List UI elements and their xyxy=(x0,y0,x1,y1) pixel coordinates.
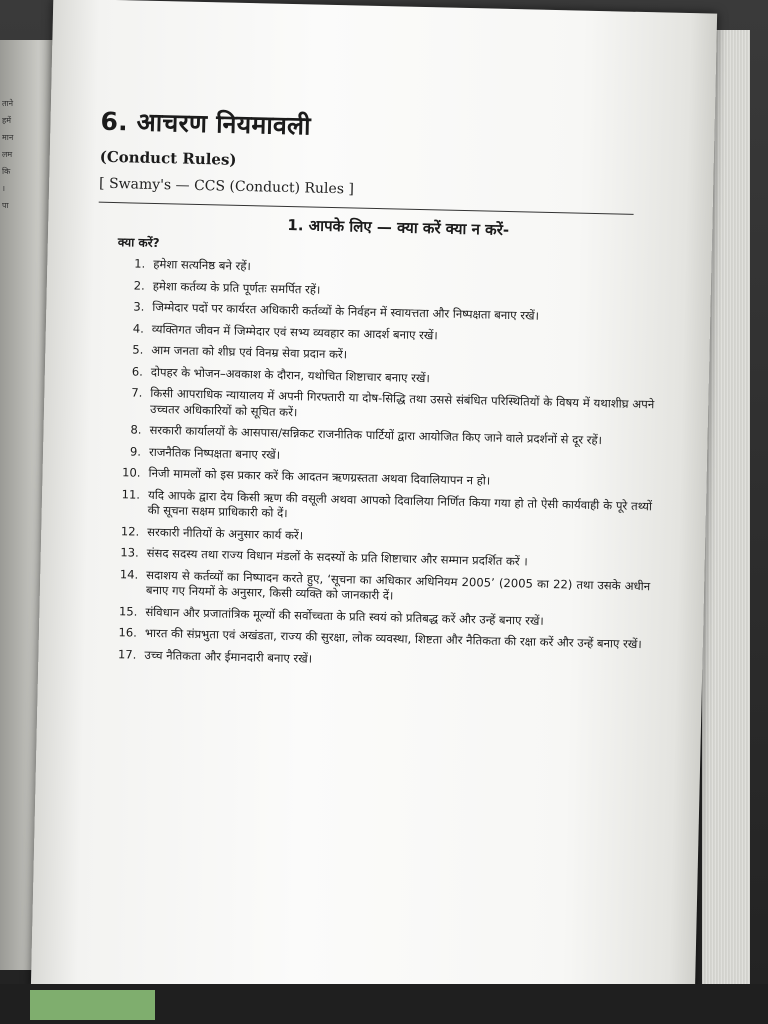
rule-number: 16. xyxy=(118,625,138,640)
chapter-subtitle: (Conduct Rules) xyxy=(99,147,237,169)
rule-text: हमेशा कर्तव्य के प्रति पूर्णतः समर्पित रहें। xyxy=(152,278,321,297)
rule-text: संसद सदस्य तथा राज्य विधान मंडलों के सदस्यों के प्रति शिष्टाचार और सम्मान प्रदर्शित करें । xyxy=(146,545,528,569)
rule-number: 5. xyxy=(132,342,144,357)
rule-number: 17. xyxy=(117,646,137,662)
left-page-line: । xyxy=(2,184,6,193)
rule-number: 8. xyxy=(130,422,142,437)
rule-text: किसी आपराधिक न्यायालय में अपनी गिरफ्तारी या दोष-सिद्धि तथा उससे संबंधित परिस्थितियों के विषय में यथाशीघ्र अपने उच्चतर अधिकारियों को सूचित करें। xyxy=(149,385,655,419)
rule-text: जिम्मेदार पदों पर कार्यरत अधिकारी कर्तव्यों के निर्वहन में स्वायत्तता और निष्पक्षता बनाए रखें। xyxy=(152,299,540,323)
rule-item xyxy=(114,385,655,428)
rule-text: संविधान और प्रजातांत्रिक मूल्यों की सर्वोच्चता के प्रति स्वयं को प्रतिबद्ध करें और उन्हें बनाए रखें। xyxy=(145,604,544,628)
rule-text: निजी मामलों को इस प्रकार करें कि आदतन ऋणग्रस्तता अथवा दिवालियापन न हो। xyxy=(148,465,491,488)
left-page-line: ताने xyxy=(2,99,14,108)
rule-number: 9. xyxy=(129,443,142,459)
sub-heading: क्या करें? xyxy=(117,235,160,251)
rule-number: 4. xyxy=(132,320,145,336)
rule-number: 3. xyxy=(133,299,145,314)
rule-number: 6. xyxy=(131,363,144,379)
rule-text: सरकारी कार्यालयों के आसपास/सन्निकट राजनीतिक पार्टियों द्वारा आयोजित किए जाने वाले प्रदर्शनों से दूर रहें। xyxy=(149,422,603,448)
left-page-line: लम xyxy=(2,150,13,159)
rule-text: सरकारी नीतियों के अनुसार कार्य करें। xyxy=(147,524,304,542)
rule-number: 13. xyxy=(120,545,139,560)
left-page-line: पा xyxy=(2,201,9,210)
rule-number: 10. xyxy=(121,465,141,480)
rule-text: राजनैतिक निष्पक्षता बनाए रखें। xyxy=(148,444,281,462)
left-page-text xyxy=(2,95,26,375)
rule-number: 2. xyxy=(133,277,145,293)
rule-number: 15. xyxy=(118,603,138,619)
left-page-line: कि xyxy=(2,167,11,176)
rule-number: 12. xyxy=(120,523,140,539)
rule-text: भारत की संप्रभुता एवं अखंडता, राज्य की सुरक्षा, लोक व्यवस्था, शिष्टता और नैतिकता की रक्षा करें और उन्हें बनाए रखें। xyxy=(144,625,642,652)
rule-number: 1. xyxy=(134,256,146,271)
section-heading: 1. आपके लिए — क्या करें क्या न करें- xyxy=(287,215,510,239)
rule-item xyxy=(110,567,651,610)
left-page-line: हमें xyxy=(2,116,12,125)
chapter-reference: [ Swamy's — CCS (Conduct) Rules ] xyxy=(98,175,355,198)
chapter-title: 6. आचरण नियमावली xyxy=(100,106,312,141)
rule-number: 7. xyxy=(131,385,143,400)
rule-text: सदाशय से कर्तव्यों का निष्पादन करते हुए, ‘सूचना का अधिकार अधिनियम 2005’ (2005 का 22) तथा उसके अधीन बनाए गए नियमों के अनुसार, किसी व्यक्ति को जानकारी दें। xyxy=(145,567,651,603)
green-tab xyxy=(30,990,155,1020)
rule-text: उच्च नैतिकता और ईमानदारी बनाए रखें। xyxy=(144,647,313,666)
rule-text: व्यक्तिगत जीवन में जिम्मेदार एवं सभ्य व्यवहार का आदर्श बनाए रखें। xyxy=(151,321,438,342)
book-page xyxy=(31,0,717,1003)
rules-list xyxy=(88,256,657,675)
left-page-line: मान xyxy=(2,133,14,142)
rule-text: आम जनता को शीघ्र एवं विनम्र सेवा प्रदान करें। xyxy=(151,342,348,362)
rule-text: यदि आपके द्वारा देय किसी ऋण की वसूली अथवा आपको दिवालिया निर्णित किया गया हो तो ऐसी कार्यवाही के पूरे तथ्यों की सूचना सक्षम प्राधिकारी को दें। xyxy=(147,487,653,521)
page-content xyxy=(88,104,661,681)
bottom-strip xyxy=(0,984,768,1024)
rule-item xyxy=(112,487,653,530)
rule-number: 11. xyxy=(121,486,141,502)
rule-text: हमेशा सत्यनिष्ठ बने रहें। xyxy=(153,256,252,274)
rule-text: दोपहर के भोजन–अवकाश के दौरान, यथोचित शिष्टाचार बनाए रखें। xyxy=(150,364,430,385)
rule-number: 14. xyxy=(119,566,139,582)
